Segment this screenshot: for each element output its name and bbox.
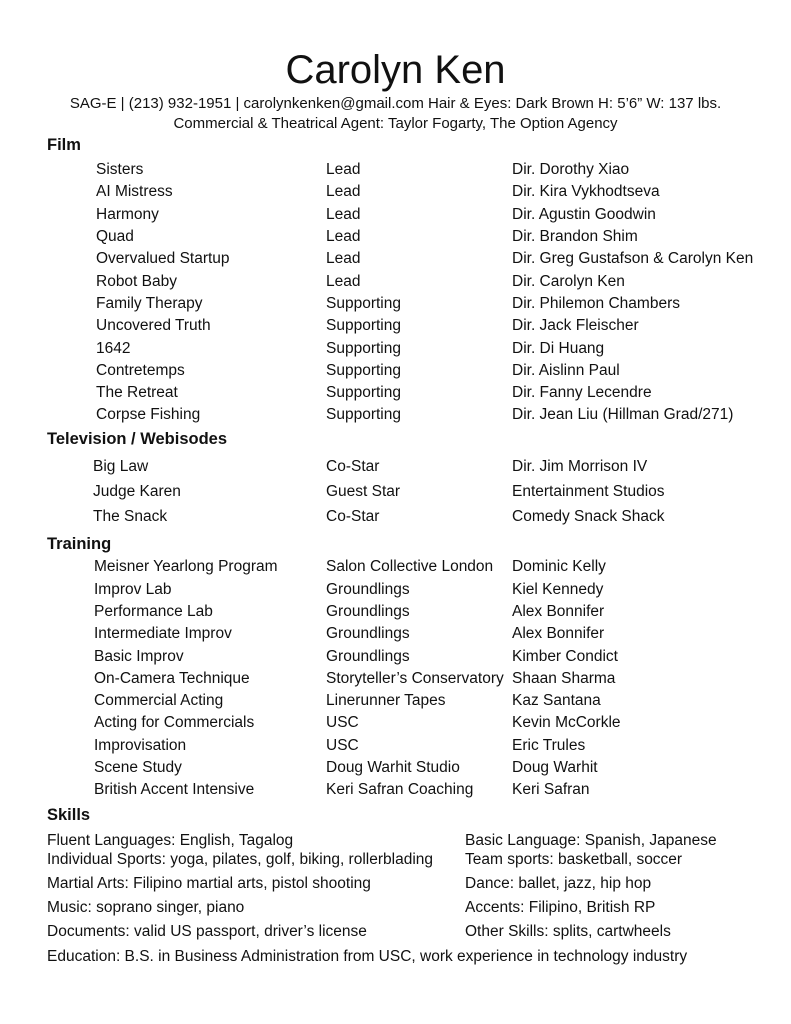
skill-item: Dance: ballet, jazz, hip hop [465,875,652,892]
film-role: Lead [326,228,361,245]
skill-item: Martial Arts: Filipino martial arts, pistol shooting [47,875,371,892]
film-director: Dir. Carolyn Ken [512,273,625,290]
film-title: Corpse Fishing [96,406,201,423]
film-role: Supporting [326,317,401,334]
training-course: Acting for Commercials [94,714,255,731]
film-title: Contretemps [96,362,185,379]
film-title: 1642 [96,340,131,357]
film-director: Dir. Philemon Chambers [512,295,680,312]
film-role: Supporting [326,340,401,357]
skill-item: Documents: valid US passport, driver’s license [47,923,367,940]
film-role: Supporting [326,295,401,312]
tv-role: Co-Star [326,508,380,525]
film-role: Lead [326,273,361,290]
training-teacher: Kaz Santana [512,692,601,709]
training-school: Groundlings [326,648,410,665]
training-school: Linerunner Tapes [326,692,446,709]
film-director: Dir. Kira Vykhodtseva [512,183,660,200]
training-course: Scene Study [94,759,182,776]
training-course: Commercial Acting [94,692,224,709]
training-course: Meisner Yearlong Program [94,558,278,575]
training-school: Groundlings [326,625,410,642]
training-teacher: Kimber Condict [512,648,618,665]
skill-item: Team sports: basketball, soccer [465,851,683,868]
film-role: Supporting [326,384,401,401]
skill-item: Fluent Languages: English, Tagalog [47,832,294,849]
training-school: Keri Safran Coaching [326,781,474,798]
film-role: Lead [326,250,361,267]
training-teacher: Keri Safran [512,781,590,798]
training-teacher: Alex Bonnifer [512,625,605,642]
film-director: Dir. Greg Gustafson & Carolyn Ken [512,250,754,267]
film-role: Lead [326,183,361,200]
tv-title: Big Law [93,458,149,475]
training-course: Improv Lab [94,581,172,598]
film-director: Dir. Agustin Goodwin [512,206,656,223]
film-title: Robot Baby [96,273,177,290]
training-teacher: Shaan Sharma [512,670,616,687]
skill-item: Basic Language: Spanish, Japanese [465,832,717,849]
training-teacher: Alex Bonnifer [512,603,605,620]
training-course: Basic Improv [94,648,184,665]
tv-director: Entertainment Studios [512,483,665,500]
tv-title: Judge Karen [93,483,181,500]
training-teacher: Kiel Kennedy [512,581,604,598]
education-line: Education: B.S. in Business Administration from USC, work experience in technology industry [47,948,688,965]
skill-item: Accents: Filipino, British RP [465,899,656,916]
training-school: USC [326,714,359,731]
resume-name: Carolyn Ken [285,48,506,92]
training-school: USC [326,737,359,754]
training-school: Storyteller’s Conservatory [326,670,504,687]
training-course: Intermediate Improv [94,625,232,642]
film-role: Supporting [326,362,401,379]
training-school: Groundlings [326,603,410,620]
skill-item: Individual Sports: yoga, pilates, golf, biking, rollerblading [47,851,434,868]
training-teacher: Dominic Kelly [512,558,606,575]
training-course: British Accent Intensive [94,781,255,798]
film-heading: Film [47,136,81,154]
contact-line: SAG-E | (213) 932-1951 | carolynkenken@gmail.com Hair & Eyes: Dark Brown H: 5’6” W: 137 lbs. [69,95,722,112]
training-school: Salon Collective London [326,558,494,575]
training-course: On-Camera Technique [94,670,250,687]
training-school: Groundlings [326,581,410,598]
film-title: AI Mistress [96,183,173,200]
film-director: Dir. Di Huang [512,340,605,357]
film-director: Dir. Dorothy Xiao [512,161,630,178]
film-role: Lead [326,206,361,223]
training-teacher: Eric Trules [512,737,586,754]
film-title: Sisters [96,161,144,178]
skill-item: Music: soprano singer, piano [47,899,245,916]
film-title: Harmony [96,206,159,223]
film-title: Quad [96,228,134,245]
television-heading: Television / Webisodes [47,430,228,448]
film-title: The Retreat [96,384,178,401]
film-title: Uncovered Truth [96,317,211,334]
film-role: Supporting [326,406,401,423]
training-heading: Training [47,535,112,553]
tv-role: Guest Star [326,483,401,500]
film-director: Dir. Aislinn Paul [512,362,620,379]
film-director: Dir. Jack Fleischer [512,317,639,334]
tv-title: The Snack [93,508,168,525]
training-school: Doug Warhit Studio [326,759,460,776]
agent-line: Commercial & Theatrical Agent: Taylor Fogarty, The Option Agency [173,115,618,132]
film-title: Family Therapy [96,295,203,312]
training-teacher: Kevin McCorkle [512,714,621,731]
tv-director: Comedy Snack Shack [512,508,665,525]
training-teacher: Doug Warhit [512,759,598,776]
film-director: Dir. Brandon Shim [512,228,638,245]
film-role: Lead [326,161,361,178]
film-title: Overvalued Startup [96,250,230,267]
film-director: Dir. Fanny Lecendre [512,384,652,401]
skill-item: Other Skills: splits, cartwheels [465,923,671,940]
skills-heading: Skills [47,806,91,824]
tv-role: Co-Star [326,458,380,475]
film-director: Dir. Jean Liu (Hillman Grad/271) [512,406,734,423]
training-course: Performance Lab [94,603,213,620]
training-course: Improvisation [94,737,187,754]
tv-director: Dir. Jim Morrison IV [512,458,648,475]
